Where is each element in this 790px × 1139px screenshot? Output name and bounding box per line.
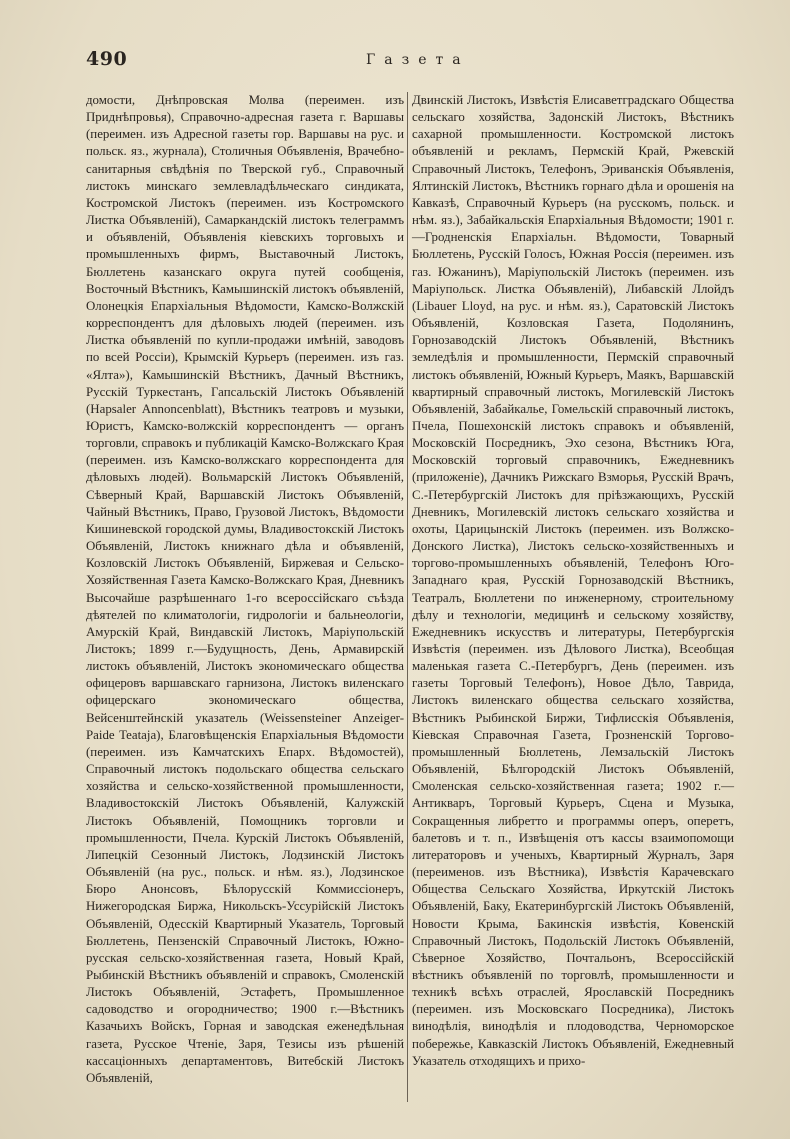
column-text: Двинскій Листокъ, Извѣстія Елисаветградскаго Общества сельскаго хозяйства, Задонскій Листокъ, Вѣстникъ сахарной промышленности. Костромской листокъ объявленій и рекламъ, Пермскій Край, Ржевскій Справочный Листокъ, Телефонъ, Эриванскія Объявленія, Ялтинскій Листокъ, Вѣстникъ горнаго дѣла и орошенія на Кавказѣ, Справочный Курьеръ (на русскомъ, польск. и нѣм. яз.), Забайкальскія Епархіальныя Вѣдомости; 1901 г.—Гродненскія Епархіальн. Вѣдомости, Товарный Бюллетень, Русскій Голосъ, Южная Россія (переимен. изъ газ. Южанинъ), Маріупольскій Листокъ (переимен. изъ Маріупольск. Листка Объявленій), Либавскій Ллойдъ (Libauer Lloyd, на рус. и нѣм. яз.), Саратовскій Листокъ Объявленій, Козловская Газета, Подолянинъ, Горнозаводскій Листокъ Объявленій, Вѣстникъ земледѣлія и промышленности, Пермскій справочный листокъ объявленій, Южный Курьеръ, Маякъ, Варшавскій квартирный справочный листокъ, Могилевскій Листокъ Объявленій, Забайкалье, Гомельскій справочный листокъ, Пчела, Пошехонскій листокъ справокъ и объявленій, Московскій Посредникъ, Эхо сезона, Вѣстникъ Юга, Московскій торговый справочникъ, Ежедневникъ (приложеніе), Дачникъ Рижскаго Взморья, Русскій Врачъ, С.-Петербургскій Листокъ для пріѣзжающихъ, Русскій Дневникъ, Могилевскій листокъ сельскаго хозяйства и охоты, Царицынскій Листокъ (переимен. изъ Волжско-Донского Листка), Листокъ сельско-хозяйственныхъ и торгово-промышленныхъ объявленій, Телефонъ Юго-Западнаго края, Русскій Горнозаводскій Вѣстникъ, Театралъ, Бюллетени по инженерному, строительному дѣлу и технологіи, медицинѣ и сельскому хозяйству, Ежедневникъ искусствъ и литературы, Петербургскія Извѣстія (переимен. изъ Дѣлового Листка), Всеобщая маленькая газета С.-Петербургъ, День (переимен. изъ газеты Торговый Телефонъ), Новое Дѣло, Таврида, Листокъ виленскаго общества сельскаго хозяйства, Вѣстникъ Рыбинской Биржи, Тифлисскія Объявленія, Кіевская Справочная Газета, Грозненскій Торгово-промышленный Бюллетень, Лемзальскій Листокъ Объявленій, Бѣлгородскій Листокъ Объявленій, Смоленская сельско-хозяйственная газета; 1902 г.—Антикваръ, Торговый Курьеръ, Сцена и Музыка, Сокращенныя либретто и программы оперъ, оперетъ, балетовъ и т. п., Извѣщенія отъ кассы взаимопомощи литераторовъ и ученыхъ, Квартирный Журналъ, Заря (переименов. изъ Вѣстника), Извѣстія Карачевскаго Общества Сельскаго Хозяйства, Иркутскій Листокъ Объявленій, Баку, Екатеринбургскій Листокъ Объявленій, Новости Крыма, Бакинскія извѣстія, Ковенскій Справочный Листокъ, Подольскій Листокъ Объявленій, Сѣверное Хозяйство, Почтальонъ, Всероссійскій вѣстникъ объявленій по торговлѣ, промышленности и техникѣ всѣхъ отраслей, Ярославскій Посредникъ (переимен. изъ Московскаго Посредника), Листокъ винодѣлія, винодѣлія и плодоводства, Черноморское побережье, Кавказскій Листокъ Объявленій, Ежедневный Указатель отходящихъ и прихо-	[412, 93, 734, 1068]
text-column-right	[412, 92, 734, 1070]
column-text: домости, Днѣпровская Молва (переимен. изъ Приднѣпровья), Справочно-адресная газета г. Варшавы (переимен. изъ Адресной газеты гор. Варшавы на рус. и польск. яз., журнала), Столичныя Объявленія, Врачебно-санитарныя свѣдѣнія по Тверской губ., Справочный листокъ минскаго землевладѣльческаго синдиката, Костромской Листокъ (переимен. изъ Костромского Листка Объявленій), Самаркандскій листокъ телеграммъ и объявленій, Объявленія кіевскихъ торговыхъ и промышленныхъ фирмъ, Выставочный Листокъ, Бюллетень казанскаго округа путей сообщенія, Восточный Вѣстникъ, Камышинскій листокъ объявленій, Олонецкія Епархіальныя Вѣдомости, Камско-Волжскій корреспондентъ для дѣловыхъ людей (переимен. изъ Листка объявленій по купли-продажи имѣній, заводовъ по всей Россіи), Крымскій Курьеръ (переимен. изъ газ. «Ялта»), Камышинскій Вѣстникъ, Дачный Вѣстникъ, Русскій Туркестанъ, Гапсальскій Листокъ Объявленій (Hapsaler Annoncenblatt), Вѣстникъ театровъ и музыки, Юристъ, Камско-волжскій корреспондентъ — органъ торговли, справокъ и публикацій Камско-Волжскаго Края (переимен. изъ Камско-волжскаго корреспондента для дѣловыхъ людей). Вольмарскій Листокъ Объявленій, Сѣверный Край, Варшавскій Листокъ Объявленій, Чайный Вѣстникъ, Право, Грузовой Листокъ, Вѣдомости Кишиневской городской думы, Владивостокскій Листокъ Объявленій, Листокъ книжнаго дѣла и объявленій, Козловскій Листокъ Объявленій, Биржевая и Сельско-Хозяйственная Газета Камско-Волжскаго Края, Дневникъ Высочайше разрѣшеннаго 1-го всероссійскаго съѣзда дѣятелей по климатологіи, гидрологіи и бальнеологіи, Амурскій Край, Виндавскій Листокъ, Маріупольскій Листокъ; 1899 г.—Будущность, День, Армавирскій листокъ объявленій, Листокъ экономическаго общества офицеровъ варшавскаго гарнизона, Листокъ виленскаго офицерскаго экономическаго общества, Вейсенштейнскій указатель (Weissensteiner Anzeiger-Paide Teataja), Благовѣщенскія Епархіальныя Вѣдомости (переимен. изъ Камчатскихъ Епарх. Вѣдомостей), Справочный листокъ подольскаго общества сельскаго хозяйства и сельско-хозяйственной промышленности, Владивостокскій Листокъ Объявленій, Калужскій Листокъ Объявленій, Помощникъ торговли и промышленности, Пчела. Курскій Листокъ Объявленій, Липецкій Сезонный Листокъ, Лодзинскій Листокъ Объявленій (на рус., польск. и нѣм. яз.), Лодзинское Бюро Анонсовъ, Бѣлорусскій Коммиссіонеръ, Нижегородская Биржа, Никольскъ-Уссурійскій Листокъ Объявленій, Одесскій Квартирный Указатель, Торговый Бюллетень, Пензенскій Справочный Листокъ, Южно-русская сельско-хозяйственная газета, Новый Край, Рыбинскій Вѣстникъ объявленій и справокъ, Смоленскій Листокъ Объявленій, Эстафетъ, Промышленное садоводство и огородничество; 1900 г.—Вѣстникъ Казачьихъ Войскъ, Горная и заводская еженедѣльная газета, Русское Чтеніе, Заря, Тезисы изъ рѣшеній кассаціонныхъ департаментовъ, Витебскій Листокъ Объявленій,	[86, 93, 404, 1085]
column-divider	[407, 92, 408, 1102]
text-column-left	[86, 92, 404, 1087]
running-title: Газета	[366, 52, 470, 68]
page-header	[86, 48, 706, 78]
page-number: 490	[86, 48, 128, 70]
